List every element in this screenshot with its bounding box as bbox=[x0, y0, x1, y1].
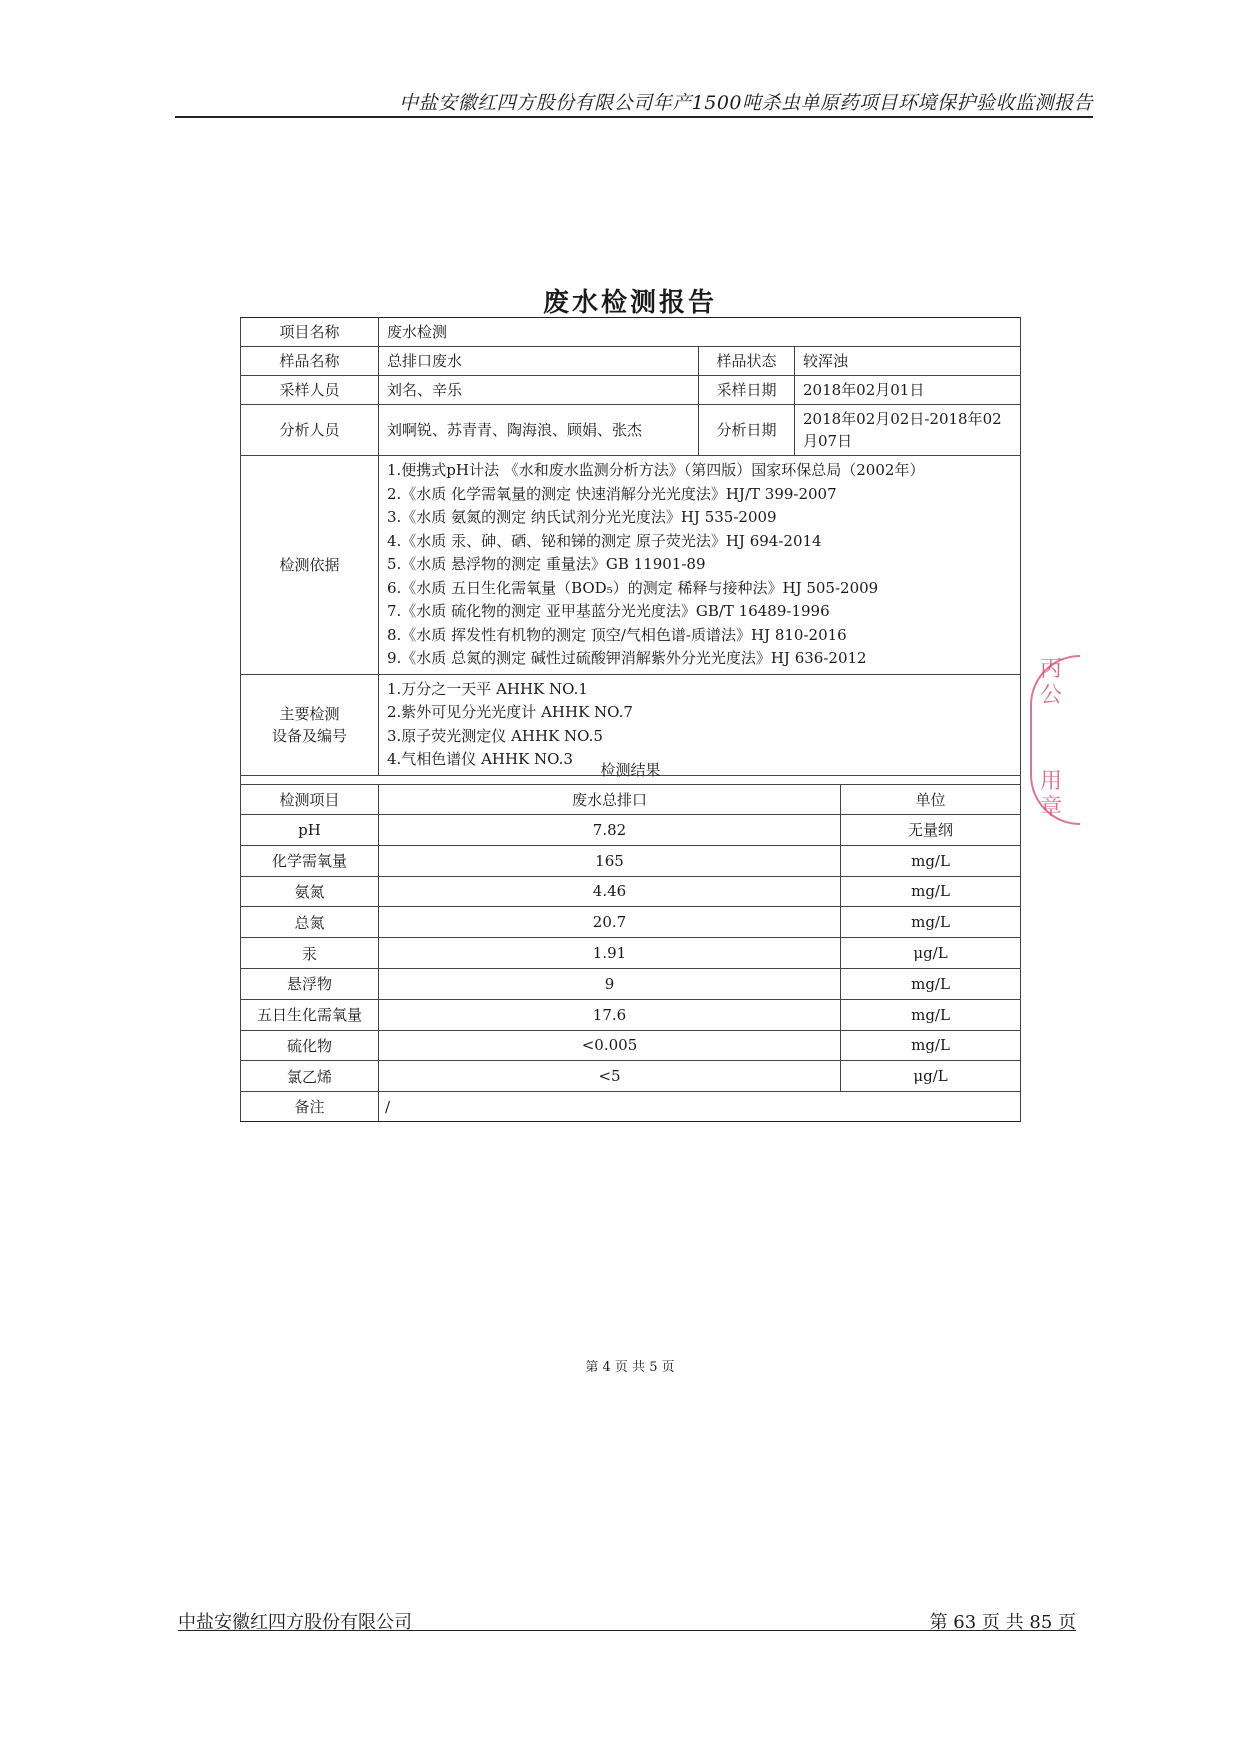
inner-page-number: 第 4 页 共 5 页 bbox=[585, 1360, 675, 1375]
method-item: 3.《水质 氨氮的测定 纳氏试剂分光光度法》HJ 535-2009 bbox=[387, 508, 777, 526]
column-header: 废水总排口 bbox=[379, 785, 841, 815]
analysts-value: 刘啊锐、苏青青、陶海浪、顾娟、张杰 bbox=[379, 405, 699, 456]
equipment-label-line1: 主要检测 bbox=[279, 704, 340, 723]
result-value: 9 bbox=[379, 968, 841, 999]
result-value: 17.6 bbox=[379, 999, 841, 1030]
methods-row bbox=[241, 456, 1021, 675]
result-item: pH bbox=[241, 815, 379, 846]
sampling-date-label: 采样日期 bbox=[699, 376, 795, 405]
methods-list bbox=[379, 456, 1021, 675]
sampling-date-value: 2018年02月01日 bbox=[795, 376, 1021, 405]
project-name-row bbox=[241, 318, 1021, 347]
sampling-row bbox=[241, 376, 1021, 405]
sample-state-label: 样品状态 bbox=[699, 347, 795, 376]
report-info-table bbox=[240, 317, 1021, 776]
seal-text-top: 丙公 bbox=[1040, 657, 1063, 708]
result-item: 总氮 bbox=[241, 907, 379, 938]
equipment-item: 1.万分之一天平 AHHK NO.1 bbox=[387, 679, 588, 698]
method-item: 8.《水质 挥发性有机物的测定 顶空/气相色谱-质谱法》HJ 810-2016 bbox=[387, 625, 847, 644]
result-unit: mg/L bbox=[841, 968, 1021, 999]
analysis-date-label: 分析日期 bbox=[699, 405, 795, 456]
table-row bbox=[241, 938, 1021, 969]
results-table bbox=[240, 755, 1021, 1122]
table-row bbox=[241, 815, 1021, 846]
method-item: 7.《水质 硫化物的测定 亚甲基蓝分光光度法》GB/T 16489-1996 bbox=[387, 602, 830, 620]
notes-row bbox=[241, 1092, 1021, 1122]
sample-name-label: 样品名称 bbox=[241, 347, 379, 376]
result-item: 五日生化需氧量 bbox=[241, 999, 379, 1030]
method-item: 4.《水质 汞、砷、硒、铋和锑的测定 原子荧光法》HJ 694-2014 bbox=[387, 531, 822, 550]
result-item: 悬浮物 bbox=[241, 968, 379, 999]
method-item: 2.《水质 化学需氧量的测定 快速消解分光光度法》HJ/T 399-2007 bbox=[387, 484, 837, 503]
sample-state-value: 较浑浊 bbox=[795, 347, 1021, 376]
result-value: 20.7 bbox=[379, 907, 841, 938]
result-unit: mg/L bbox=[841, 999, 1021, 1030]
method-item: 6.《水质 五日生化需氧量（BOD₅）的测定 稀释与接种法》HJ 505-2009 bbox=[387, 578, 879, 597]
equipment-item: 3.原子荧光测定仪 AHHK NO.5 bbox=[387, 726, 603, 745]
result-item: 氨氮 bbox=[241, 876, 379, 907]
result-item: 氯乙烯 bbox=[241, 1061, 379, 1092]
running-header: 中盐安徽红四方股份有限公司年产1500吨杀虫单原药项目环境保护验收监测报告 bbox=[399, 92, 1093, 114]
footer-page-number: 第 63 页 共 85 页 bbox=[929, 1612, 1076, 1633]
project-name-label: 项目名称 bbox=[241, 318, 379, 347]
result-value: 7.82 bbox=[379, 815, 841, 846]
method-item: 9.《水质 总氮的测定 碱性过硫酸钾消解紫外分光光度法》HJ 636-2012 bbox=[387, 649, 867, 667]
method-item: 1.便携式pH计法 《水和废水监测分析方法》（第四版）国家环保总局（2002年） bbox=[387, 461, 925, 479]
analysis-row bbox=[241, 405, 1021, 456]
equipment-label-line2: 设备及编号 bbox=[271, 726, 347, 745]
result-value: 165 bbox=[379, 845, 841, 876]
result-value: <0.005 bbox=[379, 1030, 841, 1061]
result-value: <5 bbox=[379, 1061, 841, 1092]
table-row bbox=[241, 845, 1021, 876]
red-seal-fragment bbox=[1030, 655, 1080, 825]
results-caption-row bbox=[241, 755, 1021, 785]
result-unit: mg/L bbox=[841, 907, 1021, 938]
project-name-value: 废水检测 bbox=[379, 318, 1021, 347]
result-unit: μg/L bbox=[841, 1061, 1021, 1092]
samplers-value: 刘名、辛乐 bbox=[379, 376, 699, 405]
table-row bbox=[241, 1061, 1021, 1092]
method-item: 5.《水质 悬浮物的测定 重量法》GB 11901-89 bbox=[387, 555, 706, 573]
result-value: 1.91 bbox=[379, 938, 841, 969]
result-unit: 无量纲 bbox=[841, 815, 1021, 846]
result-item: 化学需氧量 bbox=[241, 845, 379, 876]
table-row bbox=[241, 999, 1021, 1030]
equipment-item: 2.紫外可见分光光度计 AHHK NO.7 bbox=[387, 703, 633, 721]
result-unit: μg/L bbox=[841, 938, 1021, 969]
sample-name-value: 总排口废水 bbox=[379, 347, 699, 376]
notes-value: / bbox=[379, 1092, 1021, 1122]
result-item: 硫化物 bbox=[241, 1030, 379, 1061]
equipment-item: 4.气相色谱仪 AHHK NO.3 bbox=[387, 750, 573, 768]
seal-text-bottom: 用章 bbox=[1040, 769, 1063, 820]
result-unit: mg/L bbox=[841, 845, 1021, 876]
footer-company: 中盐安徽红四方股份有限公司 bbox=[178, 1612, 412, 1633]
table-row bbox=[241, 968, 1021, 999]
header-rule bbox=[175, 116, 1093, 118]
table-row bbox=[241, 1030, 1021, 1061]
table-row bbox=[241, 876, 1021, 907]
column-header: 单位 bbox=[841, 785, 1021, 815]
column-header: 检测项目 bbox=[241, 785, 379, 815]
report-title: 废水检测报告 bbox=[542, 288, 717, 318]
result-value: 4.46 bbox=[379, 876, 841, 907]
samplers-label: 采样人员 bbox=[241, 376, 379, 405]
table-row bbox=[241, 907, 1021, 938]
methods-label: 检测依据 bbox=[241, 456, 379, 675]
result-unit: mg/L bbox=[841, 1030, 1021, 1061]
sample-row bbox=[241, 347, 1021, 376]
result-item: 汞 bbox=[241, 938, 379, 969]
results-header-row bbox=[241, 785, 1021, 815]
results-caption: 检测结果 bbox=[241, 755, 1021, 785]
notes-label: 备注 bbox=[241, 1092, 379, 1122]
result-unit: mg/L bbox=[841, 876, 1021, 907]
analysts-label: 分析人员 bbox=[241, 405, 379, 456]
footer-rule bbox=[178, 1630, 1076, 1631]
analysis-date-value: 2018年02月02日-2018年02月07日 bbox=[795, 405, 1021, 456]
